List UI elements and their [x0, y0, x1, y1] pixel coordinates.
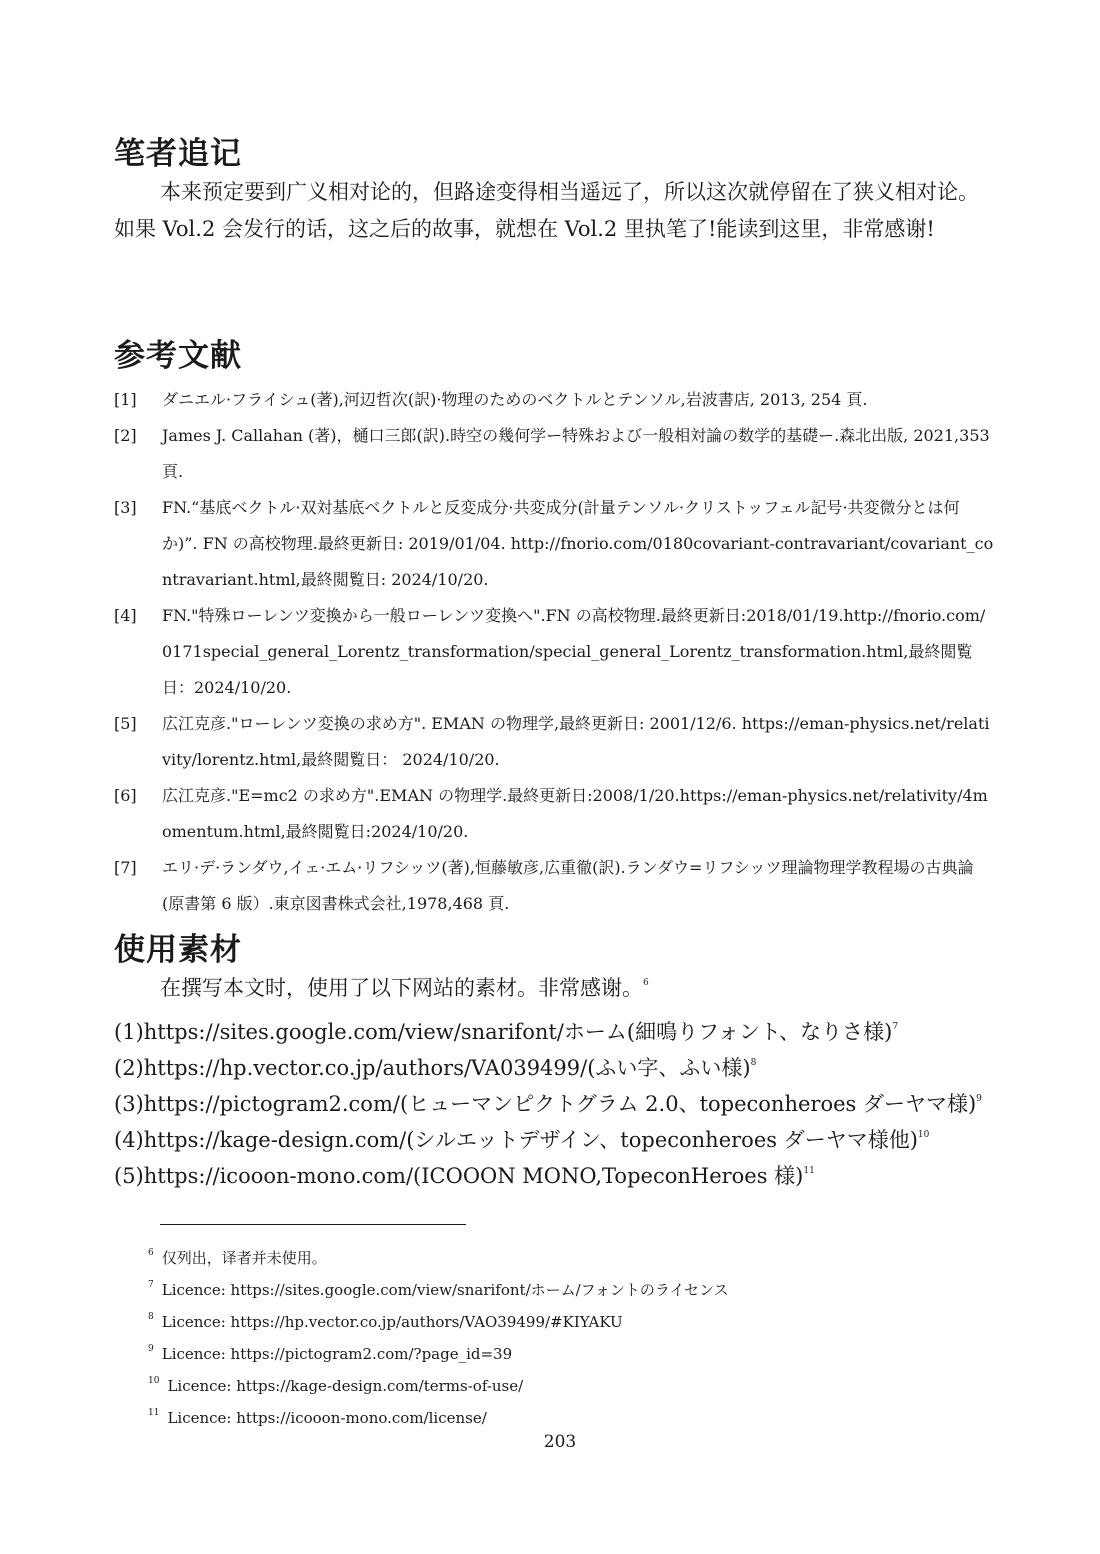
- postscript-heading: 笔者追记: [114, 136, 242, 172]
- footnote-ref-10[interactable]: 10: [917, 1130, 930, 1140]
- footnote-9: [148, 1338, 1048, 1370]
- reference-number: [5]: [114, 714, 137, 733]
- postscript-body: 本来预定要到广义相对论的，但路途变得相当遥远了，所以这次就停留在了狭义相对论。如果 Vol.2 会发行的话，这之后的故事，就想在 Vol.2 里执笔了!能读到这里，非常感谢!: [114, 180, 979, 241]
- reference-text: エリ·デ·ランダウ,イェ·エム·リフシッツ(著),恒藤敏彦,広重徹(訳).ランダウ=リフシッツ理論物理学教程場の古典論(原書第 6 版）.東京図書株式会社,1978,468 頁.: [162, 858, 974, 913]
- reference-number: [3]: [114, 498, 137, 517]
- footnote-6: [148, 1242, 1048, 1274]
- footnote-text[interactable]: Licence: https://hp.vector.co.jp/authors/VAO39499/#KIYAKU: [161, 1313, 623, 1331]
- reference-item-5: [114, 706, 994, 778]
- reference-item-6: [114, 778, 994, 850]
- reference-number: [1]: [114, 390, 137, 409]
- footnote-text[interactable]: Licence: https://pictogram2.com/?page_id=39: [161, 1345, 513, 1363]
- footnote-7: [148, 1274, 1048, 1306]
- materials-heading: 使用素材: [114, 932, 242, 968]
- reference-item-4: [114, 598, 994, 706]
- footnote-mark: 8: [148, 1312, 154, 1322]
- reference-text: James J. Callahan (著)，樋口三郎(訳).時空の幾何学ー特殊および一般相対論の数学的基礎ー.森北出版, 2021,353 頁.: [162, 426, 990, 481]
- footnote-11: [148, 1402, 1048, 1434]
- reference-number: [4]: [114, 606, 137, 625]
- material-link[interactable]: (4)https://kage-design.com/(シルエットデザイン、topeconheroes ダーヤマ様他): [114, 1128, 918, 1152]
- footnote-mark: 7: [148, 1280, 154, 1290]
- footnote-10: [148, 1370, 1048, 1402]
- footnote-ref-8[interactable]: 8: [750, 1058, 757, 1068]
- reference-text: ダニエル·フライシュ(著),河辺哲次(訳)·物理のためのベクトルとテンソル,岩波書店, 2013, 254 頁.: [162, 390, 868, 409]
- reference-text: 広江克彦."ローレンツ変換の求め方". EMAN の物理学,最終更新日: 2001/12/6. https://eman-physics.net/relativity/lorentz.html,最終閲覧日： 2024/10/20.: [162, 714, 990, 769]
- footnote-ref-7[interactable]: 7: [892, 1022, 899, 1032]
- reference-list: [114, 382, 994, 922]
- postscript-paragraph: [114, 174, 994, 248]
- reference-text: FN.“基底ベクトル·双対基底ベクトルと反変成分·共変成分(計量テンソル·クリストッフェル記号·共変微分とは何か)”. FN の高校物理.最終更新日: 2019/01/04. http://fnorio.com/0180covariant-contravariant/covariant_contravariant.html,最終閲覧日: 2024/10/20.: [162, 498, 994, 589]
- material-link[interactable]: (2)https://hp.vector.co.jp/authors/VA039499/(ふい字、ふい様): [114, 1056, 751, 1080]
- materials-intro-paragraph: [114, 970, 994, 1007]
- material-link[interactable]: (5)https://icooon-mono.com/(ICOOON MONO,TopeconHeroes 様): [114, 1164, 804, 1188]
- footnote-text: 仅列出，译者并未使用。: [161, 1249, 327, 1267]
- page-number: 203: [543, 1432, 577, 1452]
- reference-item-7: [114, 850, 994, 922]
- footnote-ref-11[interactable]: 11: [803, 1166, 815, 1176]
- footnote-text[interactable]: Licence: https://kage-design.com/terms-of-use/: [167, 1377, 524, 1395]
- reference-number: [2]: [114, 426, 137, 445]
- material-item-1: [114, 1014, 1014, 1050]
- reference-item-3: [114, 490, 994, 598]
- material-link[interactable]: (1)https://sites.google.com/view/snarifont/ホーム(細鳴りフォント、なりさ様): [114, 1020, 893, 1044]
- material-item-2: [114, 1050, 1014, 1086]
- reference-text: 広江克彦."E=mc2 の求め方".EMAN の物理学.最終更新日:2008/1/20.https://eman-physics.net/relativity/4momentum.html,最終閲覧日:2024/10/20.: [162, 786, 988, 841]
- reference-number: [7]: [114, 858, 137, 877]
- material-item-3: [114, 1086, 1014, 1122]
- footnote-8: [148, 1306, 1048, 1338]
- material-link[interactable]: (3)https://pictogram2.com/(ヒューマンピクトグラム 2.0、topeconheroes ダーヤマ様): [114, 1092, 977, 1116]
- references-heading: 参考文献: [114, 338, 242, 374]
- materials-intro: 在撰写本文时，使用了以下网站的素材。非常感谢。: [160, 976, 643, 1000]
- footnote-ref-9[interactable]: 9: [976, 1094, 982, 1104]
- material-item-4: [114, 1122, 1014, 1158]
- reference-number: [6]: [114, 786, 137, 805]
- footnote-text[interactable]: Licence: https://icooon-mono.com/license/: [167, 1409, 487, 1427]
- footnote-mark: 9: [148, 1344, 154, 1354]
- material-item-5: [114, 1158, 1014, 1194]
- footnote-text[interactable]: Licence: https://sites.google.com/view/snarifont/ホーム/フォントのライセンス: [161, 1281, 729, 1299]
- footnote-divider: [160, 1224, 466, 1225]
- footnote-list: [148, 1242, 1048, 1434]
- reference-item-2: [114, 418, 994, 490]
- materials-list: [114, 1014, 1014, 1194]
- reference-item-1: [114, 382, 994, 418]
- footnote-mark: 6: [148, 1248, 154, 1258]
- footnote-mark: 10: [148, 1376, 160, 1386]
- reference-text: FN."特殊ローレンツ変換から一般ローレンツ変換へ".FN の高校物理.最終更新日:2018/01/19.http://fnorio.com/0171special_general_Lorentz_transformation/special_general_Lorentz_transformation.html,最終閲覧日：2024/10/20.: [162, 606, 986, 697]
- footnote-mark: 11: [148, 1408, 160, 1418]
- footnote-ref-6[interactable]: 6: [643, 978, 649, 988]
